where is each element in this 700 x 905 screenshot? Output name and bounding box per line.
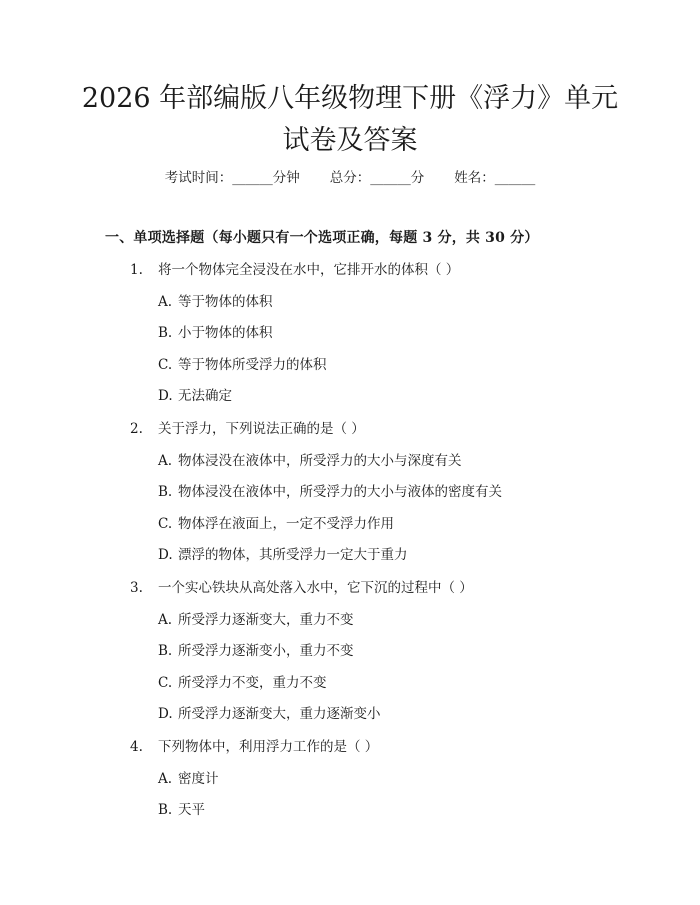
exam-time-field: 考试时间：______分钟 — [164, 170, 300, 186]
question-1 — [130, 260, 459, 280]
name-field: 姓名：______ — [454, 170, 536, 186]
option-text: 密度计 — [178, 771, 219, 787]
option-text: 无法确定 — [178, 388, 232, 404]
option-text: 天平 — [178, 802, 205, 818]
option-letter: A. — [158, 453, 173, 469]
question-2-option-d — [158, 545, 408, 565]
question-4-option-b — [158, 800, 205, 820]
option-text: 等于物体所受浮力的体积 — [178, 357, 327, 373]
option-letter: B. — [158, 802, 173, 818]
question-3-option-a — [158, 610, 354, 630]
question-text: 下列物体中，利用浮力工作的是（ ） — [158, 739, 379, 755]
option-letter: B. — [158, 325, 173, 341]
question-2-option-a — [158, 451, 462, 471]
question-1-option-a — [158, 292, 273, 312]
option-text: 物体浸没在液体中，所受浮力的大小与液体的密度有关 — [178, 484, 502, 500]
option-letter: A. — [158, 612, 173, 628]
option-letter: B. — [158, 484, 173, 500]
option-text: 所受浮力逐渐变小，重力不变 — [178, 643, 354, 659]
question-3 — [130, 578, 473, 598]
option-letter: D. — [158, 388, 173, 404]
question-2-option-c — [158, 514, 394, 534]
option-letter: B. — [158, 643, 173, 659]
question-2 — [130, 419, 365, 439]
question-3-option-b — [158, 641, 354, 661]
exam-info — [0, 168, 700, 188]
option-text: 物体浸没在液体中，所受浮力的大小与深度有关 — [178, 453, 462, 469]
question-3-option-d — [158, 704, 381, 724]
question-text: 关于浮力，下列说法正确的是（ ） — [158, 421, 365, 437]
option-letter: A. — [158, 294, 173, 310]
option-letter: D. — [158, 706, 173, 722]
question-2-option-b — [158, 482, 502, 502]
question-number: 3. — [130, 580, 143, 596]
total-score-field: 总分：______分 — [329, 170, 425, 186]
title-line-2: 试卷及答案 — [282, 125, 418, 156]
option-letter: D. — [158, 547, 173, 563]
question-text: 将一个物体完全浸没在水中，它排开水的体积（ ） — [158, 262, 460, 278]
option-text: 漂浮的物体，其所受浮力一定大于重力 — [178, 547, 408, 563]
question-1-option-b — [158, 323, 273, 343]
option-text: 物体浮在液面上，一定不受浮力作用 — [178, 516, 394, 532]
question-number: 4. — [130, 739, 143, 755]
question-number: 1. — [130, 262, 143, 278]
option-letter: C. — [158, 675, 173, 691]
option-text: 所受浮力逐渐变大，重力不变 — [178, 612, 354, 628]
option-letter: A. — [158, 771, 173, 787]
option-text: 等于物体的体积 — [178, 294, 273, 310]
question-4-option-a — [158, 769, 219, 789]
question-1-option-d — [158, 386, 232, 406]
option-text: 小于物体的体积 — [178, 325, 273, 341]
title-line-1: 2026 年部编版八年级物理下册《浮力》单元 — [81, 83, 619, 114]
option-text: 所受浮力不变，重力不变 — [178, 675, 327, 691]
question-4 — [130, 737, 378, 757]
option-letter: C. — [158, 357, 173, 373]
question-1-option-c — [158, 355, 327, 375]
question-text: 一个实心铁块从高处落入水中，它下沉的过程中（ ） — [158, 580, 473, 596]
question-number: 2. — [130, 421, 143, 437]
page-title — [60, 78, 640, 162]
section-heading: 一、单项选择题（每小题只有一个选项正确，每题 3 分，共 30 分） — [105, 230, 539, 246]
option-text: 所受浮力逐渐变大，重力逐渐变小 — [178, 706, 381, 722]
option-letter: C. — [158, 516, 173, 532]
question-3-option-c — [158, 673, 327, 693]
